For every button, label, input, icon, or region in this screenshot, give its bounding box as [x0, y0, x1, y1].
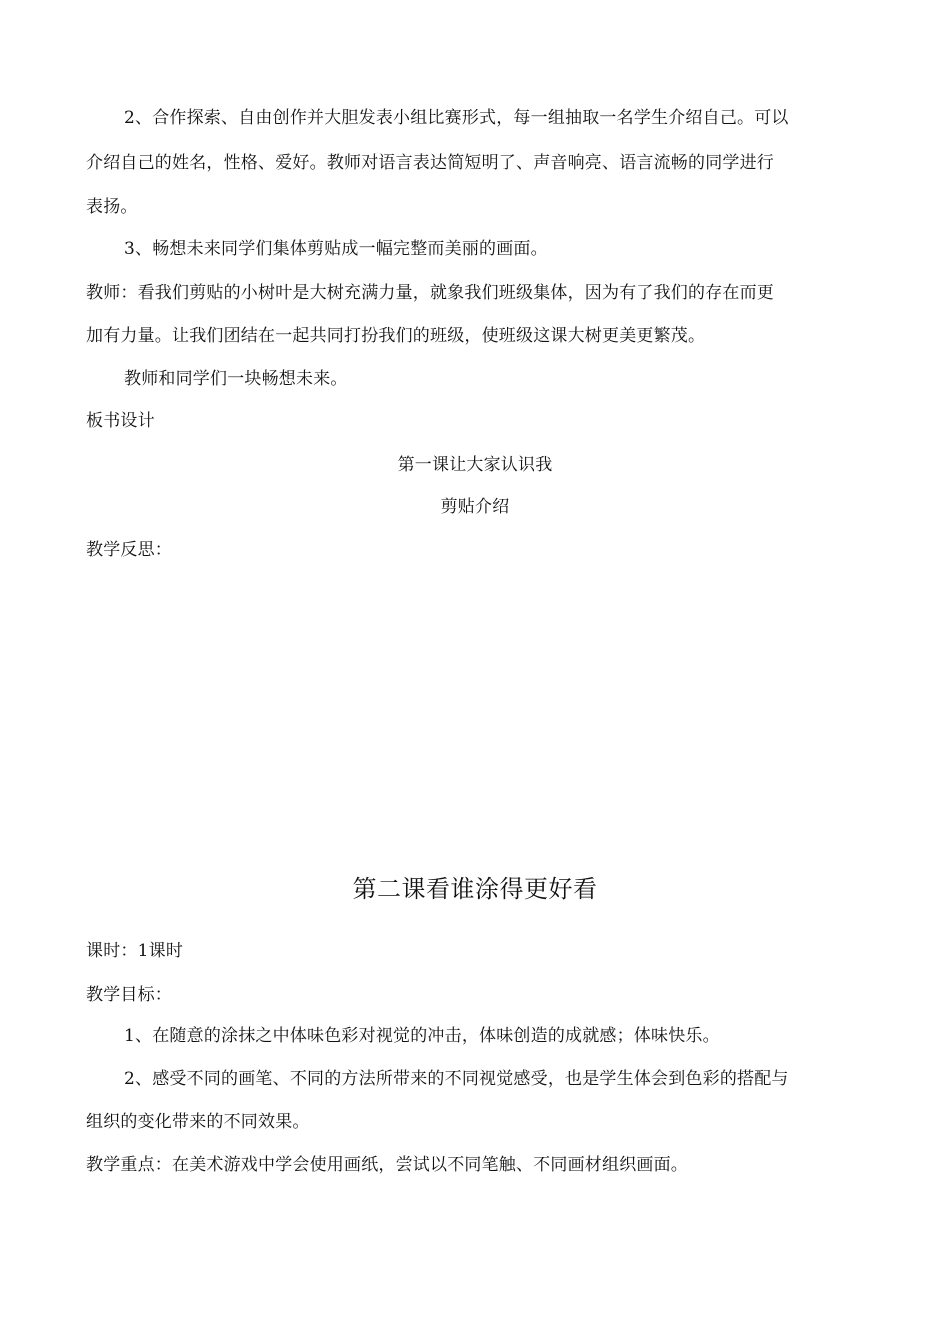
goals-label: 教学目标：: [86, 985, 172, 1005]
lesson-hours: 课时：1课时: [86, 941, 184, 961]
lesson-title: 第二课看谁涂得更好看: [352, 875, 598, 903]
goal-item: 2、感受不同的画笔、不同的方法所带来的不同视觉感受，也是学生体会到色彩的搭配与: [124, 1069, 789, 1089]
paragraph-line: 教师和同学们一块畅想未来。: [124, 369, 348, 389]
goal-item: 1、在随意的涂抹之中体味色彩对视觉的冲击，体味创造的成就感；体味快乐。: [124, 1026, 720, 1046]
board-design-label: 板书设计: [86, 411, 155, 431]
paragraph-line: 教师：看我们剪贴的小树叶是大树充满力量，就象我们班级集体，因为有了我们的存在而更: [86, 283, 774, 303]
board-design-line: 第一课让大家认识我: [397, 455, 553, 475]
board-design-line: 剪贴介绍: [440, 497, 510, 517]
paragraph-line: 加有力量。让我们团结在一起共同打扮我们的班级，使班级这课大树更美更繁茂。: [86, 326, 706, 346]
paragraph-line: 介绍自己的姓名，性格、爱好。教师对语言表达简短明了、声音响亮、语言流畅的同学进行: [86, 153, 774, 173]
key-points: 教学重点：在美术游戏中学会使用画纸，尝试以不同笔触、不同画材组织画面。: [86, 1155, 688, 1175]
reflection-label: 教学反思：: [86, 540, 172, 560]
paragraph-line: 表扬。: [86, 197, 138, 217]
paragraph-line: 2、合作探索、自由创作并大胆发表小组比赛形式，每一组抽取一名学生介绍自己。可以: [124, 108, 789, 128]
goal-item-continued: 组织的变化带来的不同效果。: [86, 1112, 310, 1132]
paragraph-line: 3、畅想未来同学们集体剪贴成一幅完整而美丽的画面。: [124, 239, 548, 259]
